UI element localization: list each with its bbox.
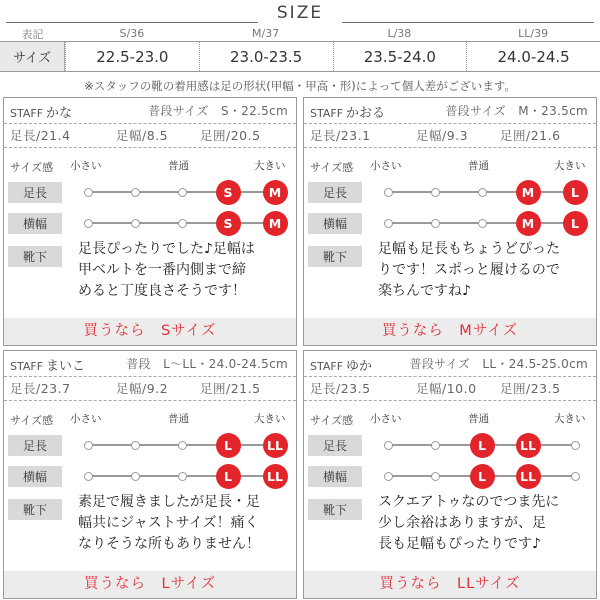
staff-name: ゆか [346,359,373,374]
row-tag-width: 横幅 [8,466,62,487]
foot-length: 足長/21.4 [10,128,71,143]
staff-name: かおる [346,106,386,121]
size-marker: M [516,211,541,236]
fit-scale-dot [384,441,393,450]
size-marker: L [563,180,588,205]
divider [304,147,596,148]
size-marker: S [216,180,241,205]
staff-card [303,350,597,599]
fit-scale-dot [84,188,93,197]
staff-card [3,350,297,599]
recommended-size: 買うなら Mサイズ [304,318,596,345]
foot-length: 足長/23.1 [310,128,371,143]
fit-scale-dot [178,441,187,450]
fit-scale-dot [131,472,140,481]
scale-normal-label: 普通 [468,413,489,425]
staff-comment [378,239,592,302]
fit-scale-dot [178,219,187,228]
fit-scale-dot [431,219,440,228]
fit-scale-dot [84,441,93,450]
row-tag-width: 横幅 [308,213,362,234]
staff-card [3,97,297,346]
size-value-cell: 22.5-23.0 [65,42,199,71]
fit-label: サイズ感 [10,161,54,174]
size-marker: M [263,180,288,205]
scale-small-label: 小さい [370,413,402,425]
size-value-cell: 24.0-24.5 [466,42,600,71]
staff-label: STAFF [10,360,44,373]
size-header-cell: S/36 [119,27,145,40]
foot-length: 足長/23.7 [10,381,71,396]
fit-scale-dot [571,472,580,481]
staff-comment [78,492,292,555]
scale-small-label: 小さい [70,160,102,172]
fit-scale-dot [384,188,393,197]
fit-scale-dot [431,441,440,450]
size-marker: LL [263,433,288,458]
size-marker: S [216,211,241,236]
foot-width: 足幅/9.2 [116,381,169,396]
fit-label: サイズ感 [310,161,354,174]
fit-scale-dot [84,472,93,481]
scale-large-label: 大きい [254,413,286,425]
row-tag-socks: 靴下 [8,499,62,520]
divider [4,400,296,401]
row-tag-socks: 靴下 [308,499,362,520]
recommended-size: 買うなら Lサイズ [4,571,296,598]
comment-line: 甲ベルトを一番内側まで締 [78,262,246,278]
page-title: SIZE [276,3,324,23]
row-tag-length: 足長 [8,435,62,456]
fit-scale-dot [478,188,487,197]
row-tag-length: 足長 [308,435,362,456]
comment-line: めると丁度良さそうです！ [78,283,246,299]
size-marker: LL [516,433,541,458]
divider [304,400,596,401]
comment-line: りです！スポっと履けるので [378,262,560,278]
comment-line: 足幅も足長もちょうどぴった [378,241,560,257]
size-marker: LL [263,464,288,489]
fit-scale-dot [478,219,487,228]
foot-length: 足長/23.5 [310,381,371,396]
size-marker: M [516,180,541,205]
comment-line: 足長ぴったりでした♪足幅は [78,241,255,257]
fit-scale-dot [431,188,440,197]
divider [304,376,596,377]
foot-circumference: 足囲/20.5 [200,128,261,143]
comment-line: 少し余裕はありますが、足 [378,515,546,531]
row-tag-socks: 靴下 [8,246,62,267]
staff-label: STAFF [310,360,344,373]
foot-width: 足幅/8.5 [116,128,169,143]
staff-name: まいこ [46,359,86,374]
size-header-cell: L/38 [387,27,412,40]
size-marker: L [216,433,241,458]
usual-size: 普段サイズ S・22.5cm [148,104,288,118]
size-table-row-label: サイズ [0,42,65,71]
staff-card [303,97,597,346]
fit-scale-dot [384,472,393,481]
foot-circumference: 足囲/21.5 [200,381,261,396]
fit-scale-dot [431,472,440,481]
size-table-row [0,42,600,72]
comment-line: 素足で履きましたが足長・足 [78,494,260,510]
comment-line: 幅共にジャストサイズ！痛く [78,515,259,531]
fit-scale-dot [131,188,140,197]
foot-width: 足幅/10.0 [416,381,477,396]
size-marker: L [563,211,588,236]
fit-scale-dot [84,219,93,228]
row-tag-width: 横幅 [308,466,362,487]
fit-scale-dot [131,219,140,228]
size-marker: L [216,464,241,489]
comment-line: なりそうな所もありません！ [78,536,260,552]
divider [304,123,596,124]
staff-header [310,102,590,122]
size-header-cell: M/37 [252,27,280,40]
staff-name: かな [46,106,73,121]
row-tag-length: 足長 [8,182,62,203]
comment-line: スクエアトゥなのでつま先に [378,494,560,510]
size-header-cell: LL/39 [518,27,549,40]
scale-normal-label: 普通 [168,413,189,425]
staff-label: STAFF [310,107,344,120]
size-marker: M [263,211,288,236]
usual-size: 普段サイズ M・23.5cm [445,104,588,118]
staff-header [10,355,290,375]
title-rule-right [342,22,594,23]
staff-label: STAFF [10,107,44,120]
size-value-cell: 23.0-23.5 [199,42,333,71]
scale-large-label: 大きい [554,413,586,425]
comment-line: 楽ちんですね♪ [378,283,471,299]
size-table-header-label: 表記 [21,27,44,41]
scale-small-label: 小さい [370,160,402,172]
scale-normal-label: 普通 [468,160,489,172]
size-marker: L [470,464,495,489]
size-value-cell: 23.5-24.0 [333,42,467,71]
usual-size: 普段 L〜LL・24.0-24.5cm [126,357,288,371]
divider [4,123,296,124]
fit-label: サイズ感 [310,414,354,427]
foot-measurements [304,126,596,144]
size-table-header [0,26,600,42]
foot-measurements [4,379,296,397]
staff-header [10,102,290,122]
scale-small-label: 小さい [70,413,102,425]
foot-measurements [304,379,596,397]
scale-large-label: 大きい [554,160,586,172]
foot-width: 足幅/9.3 [416,128,469,143]
divider [4,376,296,377]
recommended-size: 買うなら LLサイズ [304,571,596,598]
usual-size: 普段サイズ LL・24.5-25.0cm [409,357,588,371]
divider [4,147,296,148]
fit-scale-dot [178,472,187,481]
fit-scale-dot [384,219,393,228]
foot-circumference: 足囲/21.6 [500,128,561,143]
staff-comment [78,239,292,302]
recommended-size: 買うなら Sサイズ [4,318,296,345]
size-table [0,26,600,72]
staff-comment [378,492,592,555]
fit-scale-dot [571,441,580,450]
scale-normal-label: 普通 [168,160,189,172]
fit-label: サイズ感 [10,414,54,427]
scale-large-label: 大きい [254,160,286,172]
row-tag-socks: 靴下 [308,246,362,267]
size-marker: LL [516,464,541,489]
row-tag-length: 足長 [308,182,362,203]
fit-scale-dot [131,441,140,450]
fit-scale-dot [178,188,187,197]
foot-measurements [4,126,296,144]
size-marker: L [470,433,495,458]
staff-header [310,355,590,375]
row-tag-width: 横幅 [8,213,62,234]
foot-circumference: 足囲/23.5 [500,381,561,396]
comment-line: 長も足幅もぴったりです♪ [378,536,541,552]
fit-note: ※スタッフの靴の着用感は足の形状(甲幅・甲高・形)によって個人差がございます。 [84,79,516,93]
